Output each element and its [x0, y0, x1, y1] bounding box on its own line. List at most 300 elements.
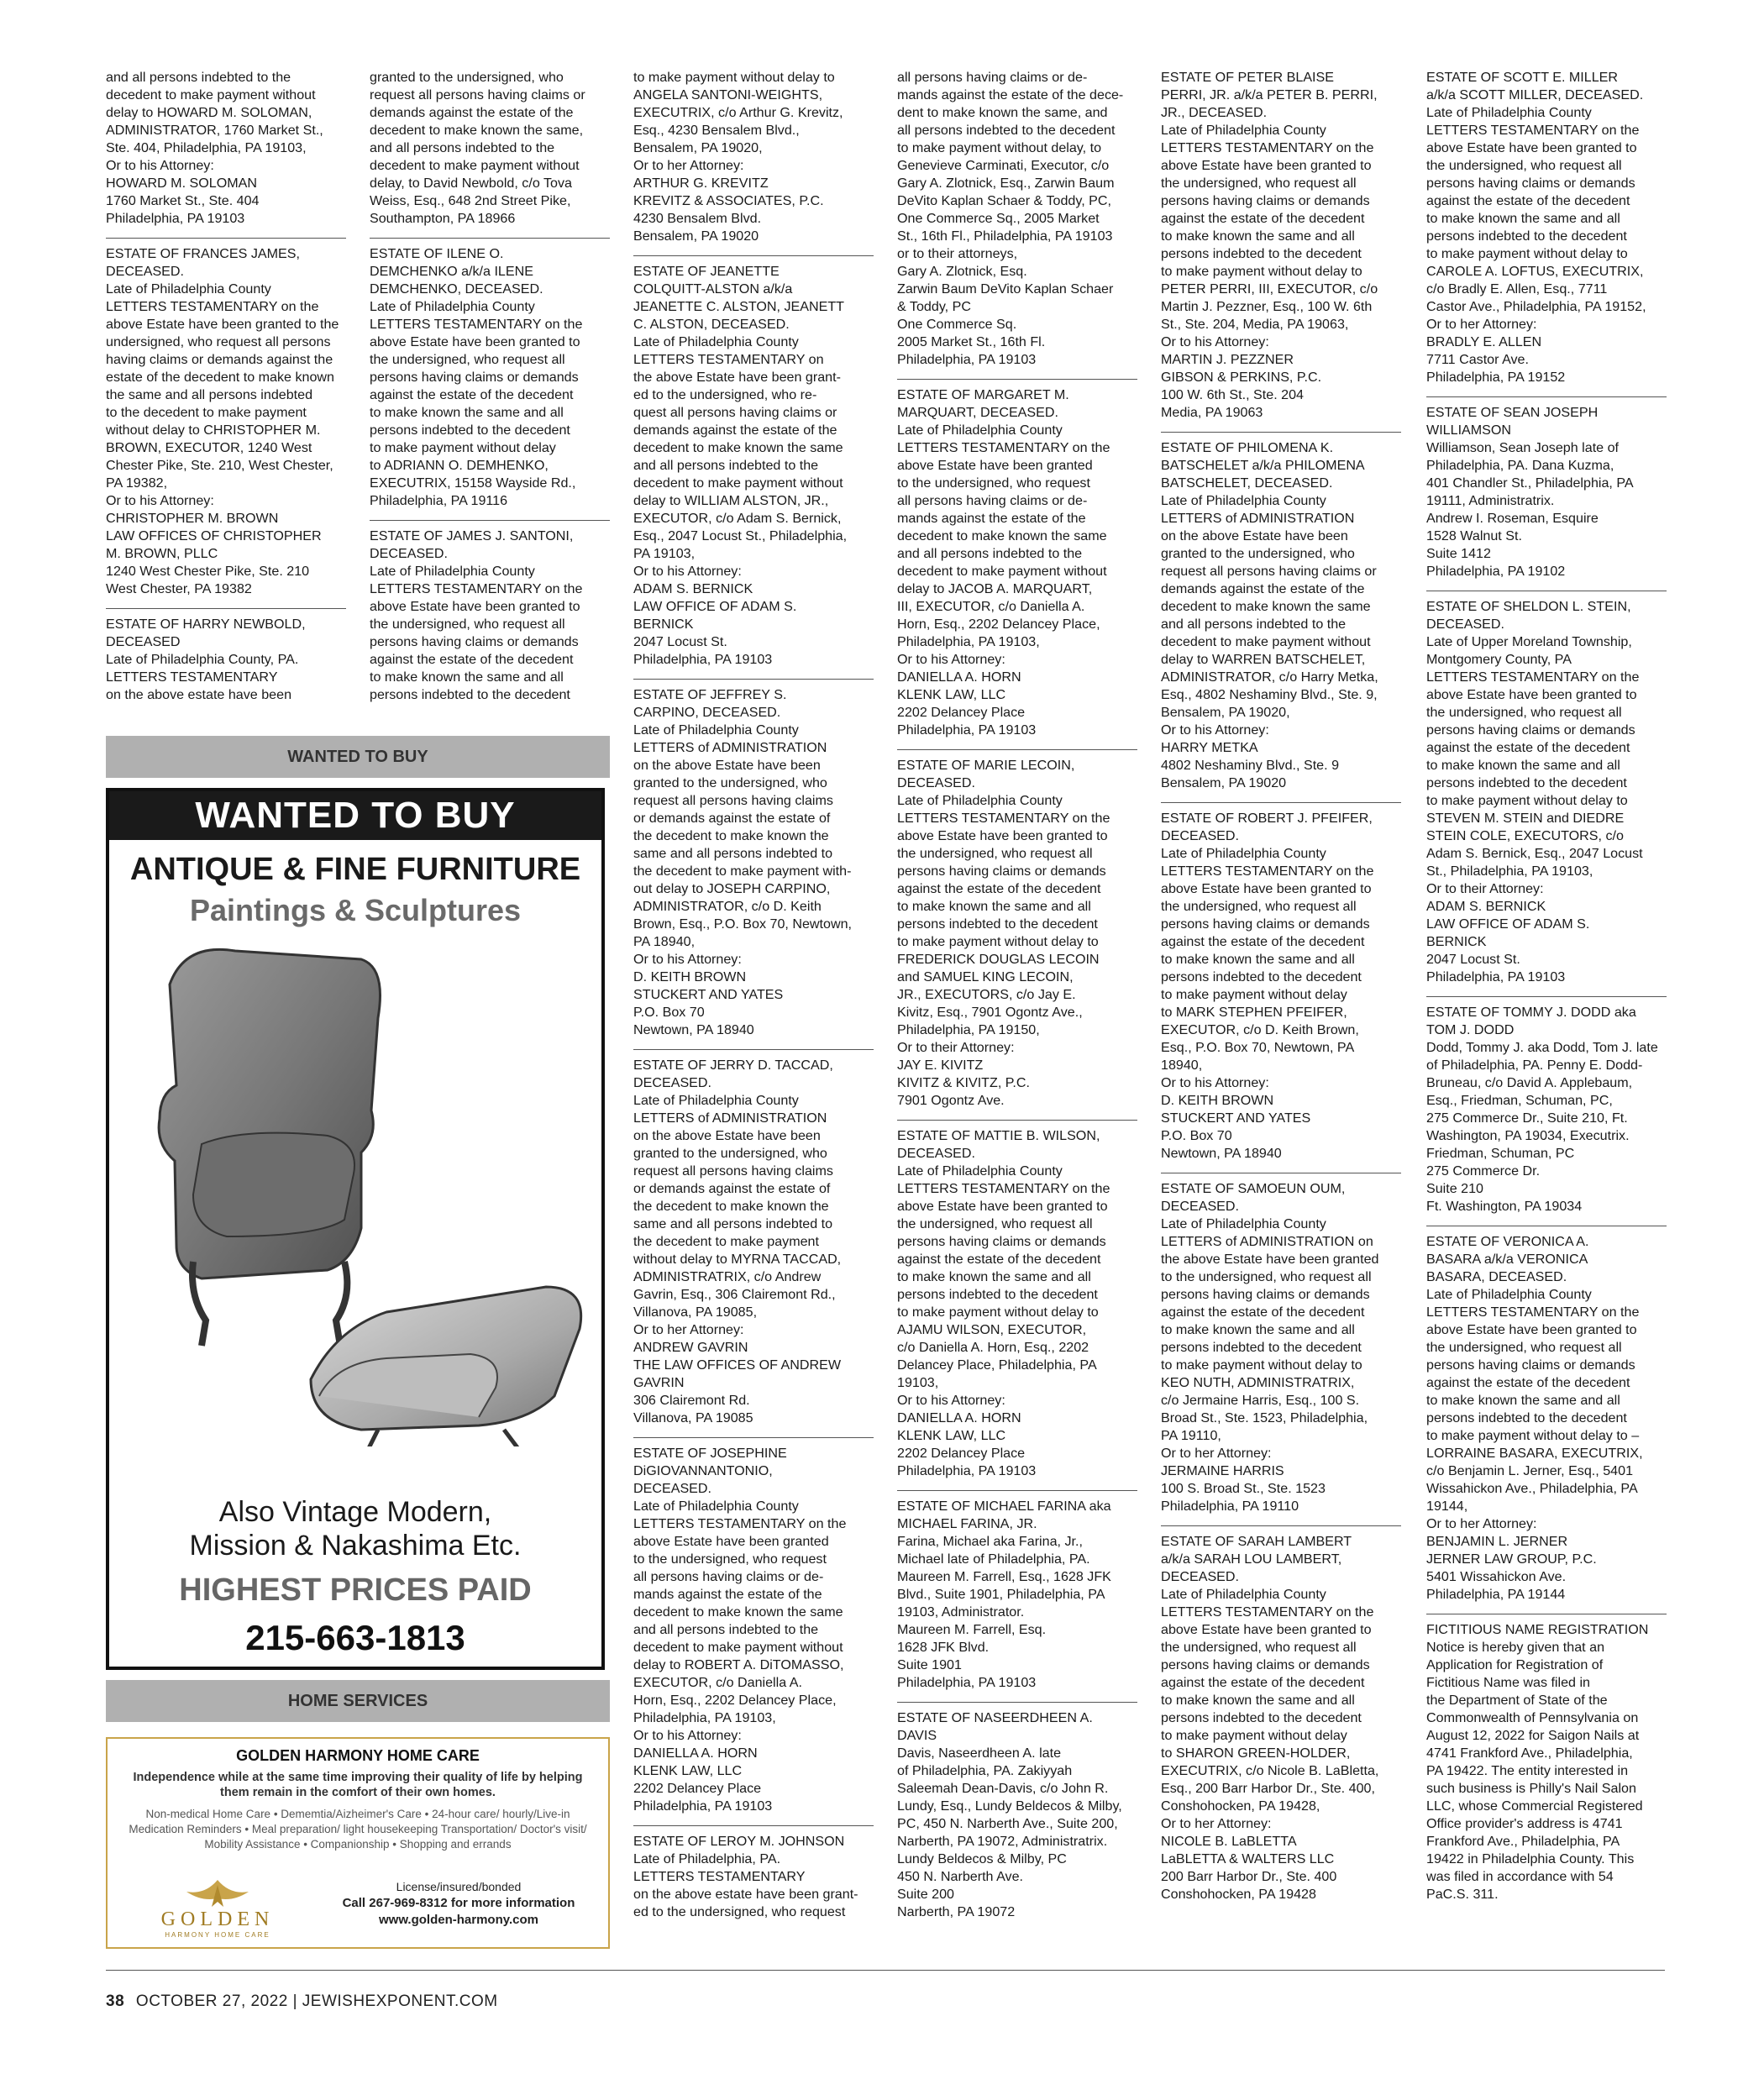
notice-line: M. BROWN, PLLC — [106, 546, 218, 561]
notice-line: Or to his Attorney: — [633, 952, 742, 967]
notice-line: 2202 Delancey Place — [633, 1781, 762, 1796]
notice-line: EXECUTOR, c/o Adam S. Bernick, — [633, 511, 842, 526]
notice-line: Late of Philadelphia County — [1161, 1587, 1326, 1602]
notice-line: Media, PA 19063 — [1161, 405, 1263, 420]
notice-line: persons having claims or demands — [370, 634, 579, 649]
notice-entry — [370, 239, 610, 521]
notice-line: to the undersigned, who request — [633, 1551, 827, 1567]
notice-entry — [1161, 433, 1401, 803]
notice-line: Or to his Attorney: — [1161, 722, 1269, 738]
notice-entry — [633, 69, 874, 256]
notice-line: decedent to make payment without — [1161, 634, 1371, 649]
notice-line: ESTATE OF VERONICA A. — [1426, 1234, 1589, 1249]
notice-line: Or to his Attorney: — [633, 564, 742, 579]
footer-date: OCTOBER 27, 2022 — [135, 1992, 288, 2010]
notice-line: against the estate of the decedent — [1161, 934, 1365, 949]
notice-line: One Commerce Sq., 2005 Market — [897, 211, 1100, 226]
notice-line: decedent to make payment without — [633, 1640, 843, 1655]
notice-line: LAW OFFICES OF CHRISTOPHER — [106, 528, 322, 543]
notice-line: above Estate have been granted to — [897, 828, 1108, 843]
notice-line: Weiss, Esq., 648 2nd Street Pike, — [370, 193, 571, 208]
notice-line: 1628 JFK Blvd. — [897, 1640, 990, 1655]
notice-line: DECEASED. — [106, 264, 185, 279]
notice-line: JEANETTE C. ALSTON, JEANETT — [633, 299, 844, 314]
notice-line: persons indebted to the decedent — [370, 687, 570, 702]
notice-line: KLENK LAW, LLC — [633, 1763, 743, 1778]
notice-line: 2005 Market St., 16th Fl. — [897, 334, 1046, 349]
notice-line: St., Ste. 204, Media, PA 19063, — [1161, 317, 1349, 332]
notice-line: Friedman, Schuman, PC — [1426, 1146, 1575, 1161]
notice-line: GAVRIN — [633, 1375, 685, 1390]
notice-line: request all persons having claims or — [370, 87, 585, 102]
notice-line: ADAM S. BERNICK — [1426, 899, 1546, 914]
notice-line: HARRY METKA — [1161, 740, 1258, 755]
notice-line: 19103, Administrator. — [897, 1604, 1025, 1620]
notice-line: Or to his Attorney: — [1161, 1075, 1269, 1090]
notice-line: MICHAEL FARINA, JR. — [897, 1516, 1037, 1531]
notice-line: Newtown, PA 18940 — [633, 1022, 754, 1037]
notice-line: undersigned, who request all persons — [106, 334, 331, 349]
page-number: 38 — [106, 1992, 125, 2010]
notice-line: all persons having claims or de- — [897, 493, 1088, 508]
notice-line: Narberth, PA 19072 — [897, 1904, 1016, 1919]
notice-line: Zarwin Baum DeVito Kaplan Schaer — [897, 281, 1114, 297]
notice-line: persons having claims or demands — [1161, 193, 1370, 208]
notice-line: PA 19103, — [633, 546, 696, 561]
notice-line: ESTATE OF JEFFREY S. — [633, 687, 787, 702]
notice-line: to make known the same and all — [1161, 952, 1355, 967]
column-4 — [897, 69, 1137, 1931]
notice-line: ANDREW GAVRIN — [633, 1340, 748, 1355]
notice-line: DECEASED. — [633, 1481, 712, 1496]
notice-line: persons indebted to the decedent — [897, 1287, 1098, 1302]
notice-line: decedent to make payment without — [370, 158, 580, 173]
notice-line: granted to the undersigned, who — [1161, 546, 1355, 561]
notice-line: BATSCHELET a/k/a PHILOMENA — [1161, 458, 1365, 473]
notice-line: EXECUTOR, c/o D. Keith Brown, — [1161, 1022, 1359, 1037]
notice-line: above Estate have been granted to — [1161, 881, 1372, 896]
notice-line: DAVIS — [897, 1728, 937, 1743]
notice-line: Conshohocken, PA 19428, — [1161, 1798, 1320, 1814]
notice-line: ESTATE OF TOMMY J. DODD aka — [1426, 1005, 1636, 1020]
notice-entry — [1426, 591, 1667, 997]
notice-line: ESTATE OF SCOTT E. MILLER — [1426, 70, 1619, 85]
notice-line: BROWN, EXECUTOR, 1240 West — [106, 440, 312, 455]
notice-line: Or to his Attorney: — [633, 1728, 742, 1743]
call-number: 267-969-8312 — [369, 1896, 448, 1910]
notice-line: persons indebted to the decedent — [1426, 775, 1627, 790]
notice-line: quest all persons having claims or — [633, 405, 837, 420]
notice-line: Ste. 404, Philadelphia, PA 19103, — [106, 140, 307, 155]
notice-line: Late of Philadelphia County — [633, 1093, 799, 1108]
notice-line: above Estate have been granted to — [897, 1199, 1108, 1214]
notice-line: LETTERS TESTAMENTARY — [633, 1869, 806, 1884]
notice-line: Or to her Attorney: — [1161, 1816, 1272, 1831]
notice-line: Late of Philadelphia County — [106, 281, 271, 297]
notice-line: Suite 1901 — [897, 1657, 962, 1672]
notice-line: above Estate have been granted to — [1161, 1622, 1372, 1637]
notice-line: to make known the same and all — [897, 899, 1091, 914]
notice-line: DECEASED. — [1426, 617, 1505, 632]
notice-entry — [897, 1121, 1137, 1491]
notice-line: persons indebted to the decedent — [897, 916, 1098, 932]
license-text: License/insured/bonded — [396, 1880, 522, 1893]
notice-line: decedent to make known the same — [897, 528, 1107, 543]
notice-line: demands against the estate of the — [633, 423, 837, 438]
notice-line: Esq., 200 Barr Harbor Dr., Ste. 400, — [1161, 1781, 1375, 1796]
notice-line: DECEASED. — [1161, 1199, 1240, 1214]
notice-line: ESTATE OF MARGARET M. — [897, 387, 1069, 402]
notice-line: LETTERS TESTAMENTARY on the — [1426, 123, 1640, 138]
notice-line: to make payment without delay — [1161, 987, 1347, 1002]
notice-line: decedent to make known the same, — [370, 123, 584, 138]
ad-highest-prices: HIGHEST PRICES PAID — [179, 1572, 532, 1608]
notice-line: Philadelphia, PA 19103 — [897, 722, 1037, 738]
notice-line: to make known the same and all — [1426, 758, 1620, 773]
notice-line: persons having claims or demands — [1426, 1357, 1635, 1373]
notice-line: 1240 West Chester Pike, Ste. 210 — [106, 564, 310, 579]
notice-line: to MARK STEPHEN PFEIFER, — [1161, 1005, 1347, 1020]
notice-line: persons indebted to the decedent — [1161, 1710, 1362, 1725]
notice-line: and SAMUEL KING LECOIN, — [897, 969, 1074, 984]
notice-line: of Philadelphia, PA. Zakiyyah — [897, 1763, 1073, 1778]
notice-line: to make known the same and all — [897, 1269, 1091, 1284]
notice-line: decedent to make payment without — [897, 564, 1107, 579]
notice-entry — [897, 750, 1137, 1121]
ad-also-text — [109, 1495, 601, 1562]
notice-line: AJAMU WILSON, EXECUTOR, — [897, 1322, 1087, 1337]
notice-line: DECEASED. — [897, 1146, 976, 1161]
notice-line: persons indebted to the decedent — [370, 423, 570, 438]
notice-entry — [1161, 1173, 1401, 1526]
notice-line: ADMINISTRATOR, c/o D. Keith — [633, 899, 822, 914]
notice-line: was filed in accordance with 54 — [1426, 1869, 1614, 1884]
notice-line: Office provider's address is 4741 — [1426, 1816, 1623, 1831]
notice-line: DiGIOVANNANTONIO, — [633, 1463, 773, 1478]
notice-line: JR., DECEASED. — [1161, 105, 1268, 120]
notice-line: or demands against the estate of — [633, 811, 831, 826]
notice-line: delay to ROBERT A. DiTOMASSO, — [633, 1657, 844, 1672]
ad-phone-number: 215-663-1813 — [245, 1618, 465, 1657]
notice-line: without delay to MYRNA TACCAD, — [633, 1252, 842, 1267]
notice-line: c/o Benjamin L. Jerner, Esq., 5401 — [1426, 1463, 1634, 1478]
notice-line: Washington, PA 19034, Executrix. — [1426, 1128, 1630, 1143]
notice-line: to make payment without delay to — [1426, 246, 1628, 261]
notice-line: persons having claims or demands — [1426, 722, 1635, 738]
notice-line: persons indebted to the decedent — [1161, 969, 1362, 984]
notice-entry — [1426, 397, 1667, 591]
notice-line: ESTATE OF SARAH LAMBERT — [1161, 1534, 1352, 1549]
notice-line: ESTATE OF JAMES J. SANTONI, — [370, 528, 574, 543]
notice-line: ESTATE OF MICHAEL FARINA aka — [897, 1499, 1111, 1514]
notice-line: Late of Philadelphia County — [370, 299, 535, 314]
notice-line: Philadelphia, PA 19103 — [106, 211, 245, 226]
golden-harmony-footer — [108, 1873, 608, 1940]
notice-line: granted to the undersigned, who — [633, 1146, 827, 1161]
notice-line: LETTERS TESTAMENTARY on the — [897, 811, 1110, 826]
notice-line: decedent to make known the same — [1161, 599, 1371, 614]
notice-line: to SHARON GREEN-HOLDER, — [1161, 1746, 1351, 1761]
column-6 — [1426, 69, 1667, 1914]
notice-line: on the above Estate have been — [633, 1128, 821, 1143]
notice-line: PA 19382, — [106, 475, 168, 491]
notice-line: Wissahickon Ave., Philadelphia, PA — [1426, 1481, 1638, 1496]
notice-line: Or to their Attorney: — [1426, 881, 1544, 896]
notice-line: West Chester, PA 19382 — [106, 581, 252, 596]
notice-line: STEIN COLE, EXECUTORS, c/o — [1426, 828, 1624, 843]
wanted-to-buy-ad — [106, 788, 605, 1670]
notice-line: above Estate have been granted to the — [106, 317, 339, 332]
notice-line: LETTERS of ADMINISTRATION — [633, 740, 827, 755]
notice-line: ESTATE OF SEAN JOSEPH — [1426, 405, 1599, 420]
notice-line: and all persons indebted to the — [106, 70, 291, 85]
notice-line: delay to WILLIAM ALSTON, JR., — [633, 493, 829, 508]
notice-line: III, EXECUTOR, c/o Daniella A. — [897, 599, 1085, 614]
notice-line: 2202 Delancey Place — [897, 1446, 1026, 1461]
notice-line: 7901 Ogontz Ave. — [897, 1093, 1005, 1108]
notice-line: persons indebted to the decedent — [1426, 1410, 1627, 1425]
notice-line: WILLIAMSON — [1426, 423, 1512, 438]
notice-line: Andrew I. Roseman, Esquire — [1426, 511, 1599, 526]
notice-line: Late of Philadelphia County — [633, 722, 799, 738]
notice-line: LETTERS of ADMINISTRATION — [1161, 511, 1355, 526]
notice-line: Late of Philadelphia County — [1161, 846, 1326, 861]
notice-entry — [1426, 1226, 1667, 1614]
notice-line: Philadelphia, PA 19150, — [897, 1022, 1040, 1037]
notice-line: JAY E. KIVITZ — [897, 1058, 984, 1073]
notice-line: ESTATE OF SAMOEUN OUM, — [1161, 1181, 1346, 1196]
notice-line: STUCKERT AND YATES — [1161, 1110, 1311, 1126]
notice-line: Philadelphia, PA 19152 — [1426, 370, 1566, 385]
notice-line: Genevieve Carminati, Executor, c/o — [897, 158, 1110, 173]
notice-line: 1528 Walnut St. — [1426, 528, 1522, 543]
notice-line: Philadelphia, PA 19103 — [897, 1463, 1037, 1478]
notice-line: 401 Chandler St., Philadelphia, PA — [1426, 475, 1634, 491]
notice-line: Late of Philadelphia, PA. — [633, 1851, 781, 1866]
footer-site[interactable]: JEWISHEXPONENT.COM — [302, 1992, 498, 2010]
notice-line: ADMINISTRATOR, c/o Harry Metka, — [1161, 669, 1378, 685]
notice-line: Philadelphia, PA 19103 — [633, 652, 773, 667]
notice-line: KLENK LAW, LLC — [897, 1428, 1006, 1443]
notice-line: FREDERICK DOUGLAS LECOIN — [897, 952, 1100, 967]
notice-line: persons having claims or demands — [1161, 1287, 1370, 1302]
notice-line: LETTERS TESTAMENTARY on the — [1161, 1604, 1374, 1620]
notice-line: ESTATE OF SHELDON L. STEIN, — [1426, 599, 1631, 614]
notice-line: 19111, Administratrix. — [1426, 493, 1555, 508]
wingback-armchair-illustration — [109, 926, 608, 1446]
notice-line: persons having claims or demands — [1426, 176, 1635, 191]
notice-line: Farina, Michael aka Farina, Jr., — [897, 1534, 1083, 1549]
notice-line: Blvd., Suite 1901, Philadelphia, PA — [897, 1587, 1105, 1602]
notice-line: 200 Barr Harbor Dr., Ste. 400 — [1161, 1869, 1337, 1884]
notice-line: STUCKERT AND YATES — [633, 987, 784, 1002]
notice-line: LETTERS TESTAMENTARY on — [633, 352, 824, 367]
notice-line: on the above Estate have been — [1161, 528, 1348, 543]
notice-line: request all persons having claims — [633, 793, 833, 808]
notice-line: Narberth, PA 19072, Administratrix. — [897, 1834, 1108, 1849]
notice-line: persons having claims or demands — [1161, 916, 1370, 932]
golden-harmony-logo — [121, 1873, 314, 1940]
notice-line: delay, to David Newbold, c/o Tova — [370, 176, 572, 191]
notice-line: Or to her Attorney: — [633, 1322, 744, 1337]
notice-line: 2047 Locust St. — [1426, 952, 1520, 967]
notice-line: D. KEITH BROWN — [633, 969, 747, 984]
notice-line: STEVEN M. STEIN and DIEDRE — [1426, 811, 1625, 826]
website-link[interactable]: www.golden-harmony.com — [378, 1913, 538, 1927]
notice-line: to the decedent to make payment — [106, 405, 307, 420]
notice-line: Or to his Attorney: — [897, 1393, 1005, 1408]
notice-line: FICTITIOUS NAME REGISTRATION — [1426, 1622, 1649, 1637]
notice-line: decedent to make known the same — [633, 1604, 843, 1620]
notice-line: Bensalem, PA 19020 — [633, 228, 759, 244]
golden-harmony-title: GOLDEN HARMONY HOME CARE — [236, 1747, 480, 1764]
notice-line: LETTERS TESTAMENTARY on the — [1161, 864, 1374, 879]
notice-line: Philadelphia, PA 19103 — [897, 352, 1037, 367]
notice-line: KREVITZ & ASSOCIATES, P.C. — [633, 193, 824, 208]
notice-line: TOM J. DODD — [1426, 1022, 1515, 1037]
notice-line: Late of Philadelphia County — [897, 423, 1063, 438]
notice-line: KEO NUTH, ADMINISTRATRIX, — [1161, 1375, 1355, 1390]
notice-entry — [897, 1703, 1137, 1931]
notice-line: demands against the estate of the — [1161, 581, 1365, 596]
notice-line: 2047 Locust St. — [633, 634, 727, 649]
notice-line: to make payment without delay to — [897, 1305, 1099, 1320]
notice-line: ed to the undersigned, who re- — [633, 387, 817, 402]
notice-line: Kivitz, Esq., 7901 Ogontz Ave., — [897, 1005, 1083, 1020]
notice-line: Or to her Attorney: — [633, 158, 744, 173]
notice-line: persons having claims or demands — [897, 1234, 1106, 1249]
notice-line: Late of Philadelphia County — [1426, 1287, 1592, 1302]
notice-line: Philadelphia, PA 19103 — [897, 1675, 1037, 1690]
home-services-section-bar: HOME SERVICES — [106, 1680, 610, 1722]
notice-line: without delay to CHRISTOPHER M. — [106, 423, 321, 438]
notice-line: Adam S. Bernick, Esq., 2047 Locust — [1426, 846, 1643, 861]
notice-line: and all persons indebted to the — [370, 140, 555, 155]
notice-entry — [897, 380, 1137, 750]
notice-line: Broad St., Ste. 1523, Philadelphia, — [1161, 1410, 1368, 1425]
wanted-to-buy-section-bar: WANTED TO BUY — [106, 736, 610, 778]
notice-line: DECEASED. — [897, 775, 976, 790]
notice-line: Lundy Beldecos & Milby, PC — [897, 1851, 1067, 1866]
notice-line: Application for Registration of — [1426, 1657, 1604, 1672]
golden-harmony-ad — [106, 1737, 610, 1949]
notice-line: to make payment without delay — [1161, 1728, 1347, 1743]
notice-line: to make known the same and all — [1161, 1693, 1355, 1708]
notice-line: the decedent to make payment — [633, 1234, 819, 1249]
notice-line: DECEASED — [106, 634, 181, 649]
notice-line: to the undersigned, who request — [897, 475, 1090, 491]
notice-line: ADAM S. BERNICK — [633, 581, 753, 596]
notice-line: to make payment without delay to — [1161, 264, 1362, 279]
notice-line: Villanova, PA 19085 — [633, 1410, 753, 1425]
notice-line: DeVito Kaplan Schaer & Toddy, PC, — [897, 193, 1111, 208]
notice-line: 7711 Castor Ave. — [1426, 352, 1529, 367]
notice-line: LETTERS TESTAMENTARY on the — [633, 1516, 847, 1531]
notice-line: Martin J. Pezzner, Esq., 100 W. 6th — [1161, 299, 1373, 314]
notice-line: Philadelphia, PA 19102 — [1426, 564, 1566, 579]
notice-line: LETTERS of ADMINISTRATION on — [1161, 1234, 1373, 1249]
notice-line: LETTERS TESTAMENTARY on the — [1426, 669, 1640, 685]
notice-line: Dodd, Tommy J. aka Dodd, Tom J. late — [1426, 1040, 1658, 1055]
notice-line: persons indebted to the decedent — [1426, 228, 1627, 244]
notice-line: the undersigned, who request all — [1161, 899, 1357, 914]
notice-line: LETTERS TESTAMENTARY on the — [897, 1181, 1110, 1196]
notice-line: the decedent to make payment with- — [633, 864, 852, 879]
notice-line: the undersigned, who request all — [370, 617, 565, 632]
notice-line: Late of Philadelphia County — [370, 564, 535, 579]
notice-line: Or to her Attorney: — [1426, 317, 1537, 332]
logo-word: GOLDEN — [160, 1908, 275, 1930]
notice-line: the above Estate have been grant- — [633, 370, 841, 385]
notice-line: DECEASED. — [1161, 1569, 1240, 1584]
notice-line: Philadelphia, PA 19110 — [1161, 1499, 1299, 1514]
notice-line: the same and all persons indebted — [106, 387, 313, 402]
notice-line: against the estate of the decedent — [897, 1252, 1101, 1267]
notice-entry — [633, 1826, 874, 1931]
column-2 — [370, 69, 610, 714]
notice-line: ESTATE OF JOSEPHINE — [633, 1446, 787, 1461]
notice-line: Late of Philadelphia County — [1161, 1216, 1326, 1231]
notice-line: EXECUTOR, c/o Daniella A. — [633, 1675, 802, 1690]
notice-line: to make known the same and all — [370, 669, 564, 685]
notice-line: Philadelphia, PA 19144 — [1426, 1587, 1566, 1602]
notice-line: above Estate have been granted to — [1426, 1322, 1637, 1337]
notice-line: 4802 Neshaminy Blvd., Ste. 9 — [1161, 758, 1340, 773]
notice-line: all persons having claims or de- — [897, 70, 1088, 85]
notice-line: DECEASED. — [633, 1075, 712, 1090]
notice-entry — [1161, 69, 1401, 433]
notice-line: Bensalem, PA 19020, — [1161, 705, 1290, 720]
notice-line: Maureen M. Farrell, Esq. — [897, 1622, 1047, 1637]
notice-line: Or to her Attorney: — [1426, 1516, 1537, 1531]
golden-harmony-tagline: Independence while at the same time improving their quality of life by helping them remain in the comfort of their own homes. — [133, 1771, 583, 1799]
ad-also-line-1: Also Vintage Modern, — [218, 1496, 492, 1528]
notice-line: to make payment without delay to — [897, 934, 1099, 949]
ad-headline: WANTED TO BUY — [109, 791, 601, 840]
notice-entry — [370, 69, 610, 239]
notice-line: Bruneau, c/o David A. Applebaum, — [1426, 1075, 1633, 1090]
notice-line: to make payment without delay — [370, 440, 556, 455]
notice-line: Late of Philadelphia County — [897, 793, 1063, 808]
notice-line: ESTATE OF MATTIE B. WILSON, — [897, 1128, 1100, 1143]
call-prefix: Call — [342, 1896, 366, 1910]
notice-line: same and all persons indebted to — [633, 846, 833, 861]
notice-line: COLQUITT-ALSTON a/k/a — [633, 281, 793, 297]
notice-line: same and all persons indebted to — [633, 1216, 833, 1231]
notice-line: Or to her Attorney: — [1161, 1446, 1272, 1461]
notice-line: ANGELA SANTONI-WEIGHTS, — [633, 87, 823, 102]
notice-line: LAW OFFICE OF ADAM S. — [633, 599, 797, 614]
notice-line: above Estate have been granted to — [1426, 687, 1637, 702]
notice-entry — [106, 609, 346, 714]
notice-line: KIVITZ & KIVITZ, P.C. — [897, 1075, 1030, 1090]
notice-line: the undersigned, who request all — [1426, 158, 1622, 173]
notice-line: Gary A. Zlotnick, Esq., Zarwin Baum — [897, 176, 1115, 191]
notice-line: Philadelphia, PA 19103 — [1426, 969, 1566, 984]
notice-line: to make payment without delay to – — [1426, 1428, 1640, 1443]
notice-line: GIBSON & PERKINS, P.C. — [1161, 370, 1322, 385]
footer-rule — [106, 1970, 1665, 1971]
notice-line: 306 Clairemont Rd. — [633, 1393, 750, 1408]
notice-line: request all persons having claims — [633, 1163, 833, 1179]
notice-line: mands against the estate of the dece- — [897, 87, 1124, 102]
notice-line: estate of the decedent to make known — [106, 370, 334, 385]
notice-line: Delancey Place, Philadelphia, PA — [897, 1357, 1097, 1373]
notice-line: the decedent to make known the — [633, 1199, 829, 1214]
notice-line: Villanova, PA 19085, — [633, 1305, 758, 1320]
notice-line: DEMCHENKO a/k/a ILENE — [370, 264, 533, 279]
notice-line: above Estate have been granted to — [1161, 158, 1372, 173]
